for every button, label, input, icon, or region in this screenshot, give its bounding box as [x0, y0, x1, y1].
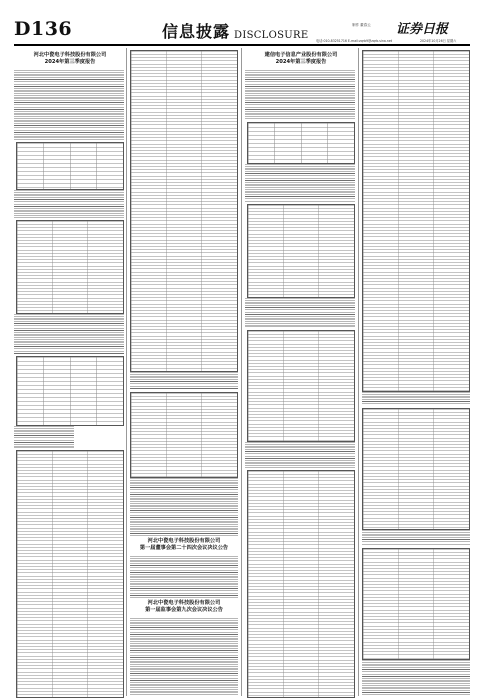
notice-body-text: [130, 372, 238, 390]
data-table: [130, 392, 238, 478]
notice-body-text: [362, 530, 470, 546]
column-2: [130, 48, 238, 696]
data-table: [16, 356, 124, 426]
editor-credit: 制作 董春云: [352, 23, 371, 27]
masthead-rule: [14, 44, 470, 46]
notice-body-text: [14, 426, 74, 448]
data-table: [16, 220, 124, 314]
masthead: [0, 0, 484, 44]
data-table: [247, 122, 355, 164]
page-number: D136: [14, 18, 73, 40]
data-table: [247, 204, 355, 298]
notice-body-text: [14, 190, 124, 218]
column-divider: [358, 48, 359, 696]
data-table: [16, 142, 124, 190]
data-table: [247, 330, 355, 442]
data-table: [130, 50, 238, 372]
notice-title: 建信电子信息产业股份有限公司 2024年第三季度报告: [264, 52, 338, 65]
notice-body-text: [245, 70, 355, 120]
column-3: [245, 48, 355, 696]
notice-body-text: [362, 660, 470, 696]
notice-body-text: [130, 478, 238, 536]
data-table: [362, 50, 470, 392]
data-table: [247, 470, 355, 698]
column-4: [362, 48, 470, 696]
contact-info: 电话:010-83251716 E-mail:zqrb9@zqrb.sina.net: [316, 39, 393, 43]
notice-body-text: [245, 298, 355, 328]
notice-body-text: [245, 164, 355, 202]
notice-body-text: [130, 618, 238, 696]
column-divider: [126, 48, 127, 696]
column-1: [14, 48, 124, 696]
data-table: [16, 450, 124, 698]
notice-title: 河北中瓷电子科技股份有限公司 2024年第三季度报告: [33, 52, 107, 65]
notice-body-text: [245, 442, 355, 468]
section-title-cn: 信息披露: [162, 22, 231, 41]
data-table: [362, 548, 470, 660]
column-divider: [241, 48, 242, 696]
data-table: [362, 408, 470, 530]
newspaper-logo: 证券日报: [396, 22, 449, 37]
section-title-en: DISCLOSURE: [234, 30, 309, 41]
notice-body-text: [14, 314, 124, 354]
notice-body-text: [14, 70, 124, 140]
notice-title: 河北中瓷电子科技股份有限公司 第一届董事会第二十四次会议决议公告: [139, 538, 229, 551]
notice-body-text: [362, 392, 470, 406]
notice-title: 河北中瓷电子科技股份有限公司 第一届监事会第九次会议决议公告: [145, 600, 223, 613]
notice-body-text: [130, 556, 238, 598]
publication-date: 2024年10月26日 星期六: [420, 39, 457, 43]
